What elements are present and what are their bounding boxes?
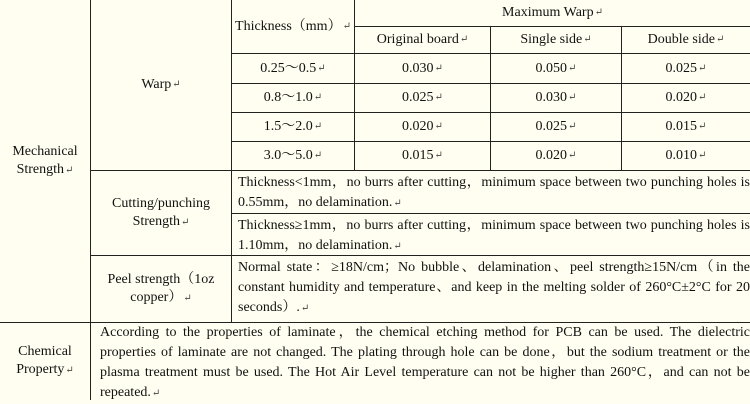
warp-value: 0.025 <box>402 90 434 105</box>
grid-line <box>490 26 491 170</box>
return-mark: ↵ <box>698 121 707 132</box>
return-mark: ↵ <box>698 150 707 161</box>
return-mark: ↵ <box>568 150 577 161</box>
cutting-thin-text: Thickness<1mm，no burrs after cutting，minimum space between two punching holes is 0.55mm，no delamination. <box>238 175 750 210</box>
return-mark: ↵ <box>434 150 443 161</box>
grid-line <box>231 112 750 113</box>
return-mark: ↵ <box>698 62 707 74</box>
return-mark: ↵ <box>459 34 469 45</box>
return-mark: ↵ <box>183 292 192 304</box>
grid-line <box>0 322 750 323</box>
warp-value: 0.050 <box>535 60 568 76</box>
chemical-property-text <box>97 323 750 400</box>
thickness-header-text: Thickness（mm） <box>235 18 342 34</box>
warp-value-double <box>622 54 750 83</box>
peel-strength-label <box>91 256 231 322</box>
warp-value: 0.020 <box>535 148 568 163</box>
cutting-thick-text: Thickness≥1mm，no burrs after cutting，minimum space between two punching holes is 1.10mm，no delamination. <box>238 218 750 253</box>
warp-row-thickness <box>232 113 354 141</box>
col-single-side-text: Single side <box>520 32 583 47</box>
return-mark: ↵ <box>313 121 323 132</box>
grid-line <box>90 255 750 256</box>
return-mark: ↵ <box>568 62 577 74</box>
return-mark: ↵ <box>393 241 402 252</box>
col-double-side-text: Double side <box>647 32 715 47</box>
thickness-value: 3.0～5.0 <box>263 148 313 163</box>
warp-row-thickness <box>232 84 354 112</box>
mechanical-label-line2: Strength <box>16 161 65 177</box>
warp-value: 0.025 <box>665 60 698 76</box>
warp-value: 0.030 <box>535 90 568 105</box>
warp-row-thickness <box>232 142 354 170</box>
thickness-value: 0.8～1.0 <box>263 90 313 105</box>
return-mark: ↵ <box>172 79 181 90</box>
return-mark: ↵ <box>317 62 326 74</box>
return-mark: ↵ <box>434 62 443 74</box>
cutting-row-thick <box>235 214 750 255</box>
return-mark: ↵ <box>698 92 707 103</box>
grid-line <box>231 0 232 322</box>
return-mark: ↵ <box>151 388 161 399</box>
grid-line <box>90 170 750 171</box>
mechanical-label-line1: Mechanical <box>12 143 78 159</box>
return-mark: ↵ <box>342 20 351 32</box>
return-mark: ↵ <box>313 150 323 161</box>
return-mark: ↵ <box>568 121 577 132</box>
grid-line <box>231 141 750 142</box>
return-mark: ↵ <box>313 92 323 103</box>
warp-value-original <box>355 113 490 141</box>
return-mark: ↵ <box>715 34 725 45</box>
grid-line <box>90 0 91 400</box>
warp-value: 0.010 <box>665 148 698 163</box>
peel-text: Normal state：≥18N/cm；No bubble、delamination、peel strength≥15N/cm（in the constant humidity and temperature、and keep in the melting solder of 260°C±2°C for 20 seconds）. <box>238 260 750 315</box>
warp-value: 0.025 <box>535 119 568 134</box>
return-mark: ↵ <box>434 92 443 103</box>
return-mark: ↵ <box>594 7 603 18</box>
return-mark: ↵ <box>434 121 443 132</box>
peel-label-line1: Peel strength（1oz <box>107 271 215 287</box>
chemical-label-line2: Property <box>16 362 65 377</box>
warp-value: 0.020 <box>665 90 698 105</box>
return-mark: ↵ <box>583 34 592 45</box>
warp-value: 0.015 <box>402 148 434 163</box>
max-warp-header <box>355 0 750 26</box>
grid-line <box>231 53 750 54</box>
chemical-label-line1: Chemical <box>18 344 72 359</box>
chemical-property-label <box>0 323 90 400</box>
warp-value-original <box>355 84 490 112</box>
warp-value-single <box>491 113 621 141</box>
grid-line <box>354 26 750 27</box>
warp-value-single <box>491 142 621 170</box>
grid-line <box>621 26 622 170</box>
warp-value-double <box>622 84 750 112</box>
warp-value-double <box>622 142 750 170</box>
col-original-board <box>355 27 490 53</box>
return-mark: ↵ <box>65 365 74 376</box>
cutting-row-thin <box>235 171 750 213</box>
max-warp-header-text: Maximum Warp <box>502 5 594 20</box>
cutting-punching-label <box>91 171 231 255</box>
mechanical-strength-label <box>0 0 90 322</box>
return-mark: ↵ <box>65 164 74 176</box>
thickness-value: 1.5～2.0 <box>263 119 313 134</box>
peel-label-line2: copper） <box>130 289 183 305</box>
warp-value-original <box>355 54 490 83</box>
warp-value: 0.015 <box>665 119 698 134</box>
warp-value: 0.020 <box>402 119 434 134</box>
warp-label-text: Warp <box>141 77 172 92</box>
warp-value-double <box>622 113 750 141</box>
return-mark: ↵ <box>568 92 577 103</box>
col-original-board-text: Original board <box>376 32 459 47</box>
warp-value: 0.030 <box>402 60 434 76</box>
warp-value-single <box>491 54 621 83</box>
grid-line <box>231 213 750 214</box>
warp-label <box>91 0 231 170</box>
warp-value-original <box>355 142 490 170</box>
return-mark: ↵ <box>300 303 310 314</box>
grid-line <box>231 83 750 84</box>
col-double-side <box>622 27 750 53</box>
cutting-label-line2: Strength <box>132 213 181 229</box>
chemical-text: According to the properties of laminate，the chemical etching method for PCB can be used. The dielectric properties of laminate are not changed. The plating through hole can be done，but the sodium treatment or the plasma treatment must be used. The Hot Air Level temperature can not be higher than 260°C，and can not be repeated. <box>100 325 750 400</box>
warp-row-thickness <box>232 54 354 83</box>
return-mark: ↵ <box>181 216 190 228</box>
return-mark: ↵ <box>393 198 402 209</box>
thickness-value: 0.25～0.5 <box>260 60 317 76</box>
peel-strength-text <box>235 256 750 322</box>
cutting-label-line1: Cutting/punching <box>112 195 210 211</box>
warp-value-single <box>491 84 621 112</box>
col-single-side <box>491 27 621 53</box>
thickness-header <box>232 0 354 53</box>
